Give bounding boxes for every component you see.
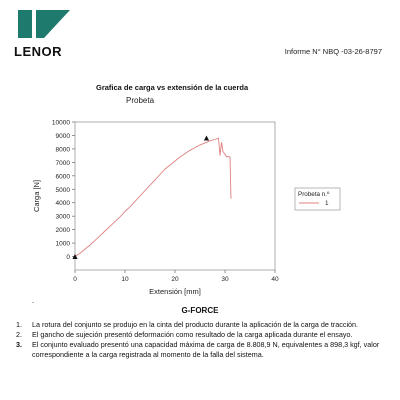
x-tick-label: 10: [121, 276, 129, 283]
note-text: La rotura del conjunto se produjo en la cinta del producto durante la aplicación de la carga de tracción.: [32, 320, 359, 329]
legend-entry: 1: [325, 200, 329, 207]
note-number: 2.: [16, 330, 22, 340]
x-tick-label: 20: [171, 276, 179, 283]
y-tick-label: 2000: [55, 227, 70, 235]
note-item: [16, 320, 386, 329]
y-tick-label: 10000: [51, 119, 70, 127]
chart-title: Grafica de carga vs extensión de la cuerda: [96, 83, 249, 92]
series-line-1: [75, 138, 231, 256]
y-tick-label: 8000: [55, 146, 70, 154]
note-number: 3.: [16, 340, 22, 350]
x-axis-label: Extensión [mm]: [149, 287, 201, 296]
y-tick-label: 7000: [55, 159, 70, 167]
x-tick-label: 0: [73, 276, 77, 283]
report-number: Informe N° NBQ -03-26-8797: [284, 47, 382, 56]
note-text: El conjunto evaluado presentó una capacidad máxima de carga de 8.808,9 N, equivalentes a 898,3 kgf, valor correspondiente a la carga registrada al momento de la falla del sistema.: [32, 340, 380, 359]
triangle-marker: [204, 136, 209, 141]
plot-frame: [75, 122, 275, 270]
y-tick-label: 1000: [55, 240, 70, 248]
y-tick-label: 0: [66, 254, 70, 262]
logo-text: LENOR: [14, 44, 62, 59]
y-axis-label: Carga [N]: [32, 179, 41, 213]
y-tick-label: 3000: [55, 213, 70, 221]
x-tick-label: 30: [221, 276, 229, 283]
separator-dot: .: [32, 296, 35, 305]
y-tick-label: 5000: [55, 186, 70, 194]
section-title: G-FORCE: [181, 306, 219, 315]
legend-title: Probeta n.º: [298, 191, 330, 198]
y-tick-label: 6000: [55, 173, 70, 181]
x-tick-label: 40: [271, 276, 279, 283]
note-number: 1.: [16, 320, 22, 329]
note-text: El gancho de sujeción presentó deformación como resultado de la carga aplicada durante el ensayo.: [32, 330, 353, 340]
note-item: [16, 340, 386, 358]
note-item: [16, 330, 386, 339]
chart-subtitle: Probeta: [126, 96, 155, 105]
notes-list: [16, 320, 386, 360]
y-tick-label: 4000: [55, 200, 70, 208]
y-tick-label: 9000: [55, 132, 70, 140]
